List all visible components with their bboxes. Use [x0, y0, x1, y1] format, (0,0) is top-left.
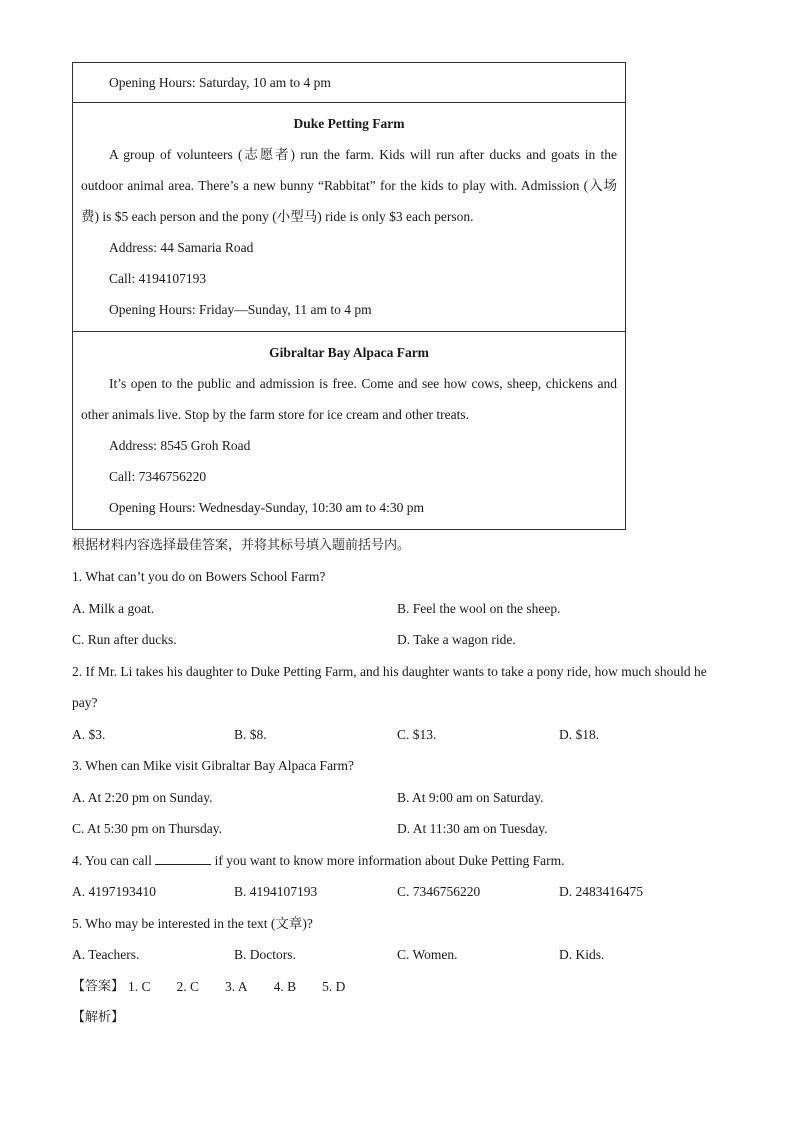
gibraltar-farm-title: Gibraltar Bay Alpaca Farm — [269, 345, 429, 360]
question-text: 2. If Mr. Li takes his daughter to Duke Petting Farm, and his daughter wants to take a pony ride, how much should he pay? — [72, 663, 707, 710]
answer-item: 2. C — [176, 978, 200, 994]
duke-farm-cell — [73, 102, 625, 331]
option-c: C. Run after ducks. — [72, 632, 177, 647]
option-a: A. $3. — [72, 726, 106, 742]
option-d: D. Kids. — [559, 947, 605, 962]
option-b: B. Feel the wool on the sheep. — [397, 600, 561, 616]
gibraltar-farm-phone: Call: 7346756220 — [109, 469, 207, 484]
answer-blank — [155, 852, 211, 865]
duke-farm-title: Duke Petting Farm — [293, 116, 405, 131]
gibraltar-farm-cell — [73, 331, 625, 529]
question-5 — [72, 908, 732, 971]
bowers-farm-cell — [73, 63, 625, 102]
duke-farm-phone: Call: 4194107193 — [109, 271, 207, 286]
document-page — [72, 62, 732, 1034]
option-d: D. 2483416475 — [559, 884, 643, 899]
question-text: 5. Who may be interested in the text (文章)? — [72, 915, 313, 931]
option-a: A. Milk a goat. — [72, 600, 155, 616]
option-c: C. 7346756220 — [397, 884, 481, 899]
option-a: A. At 2:20 pm on Sunday. — [72, 789, 213, 805]
option-c: C. $13. — [397, 726, 437, 742]
answer-item: 5. D — [322, 978, 346, 994]
question-options — [72, 593, 732, 656]
question-options — [72, 719, 732, 751]
answer-key — [72, 971, 732, 1003]
option-c: C. Women. — [397, 947, 458, 962]
duke-farm-description: A group of volunteers (志愿者) run the farm. Kids will run after ducks and goats in the outdoor animal area. There’s a new bunny “Rabbitat” for the kids to play with. Admission (入场费) is $5 each person and the pony (小型马) ride is only $3 each person. — [81, 147, 617, 224]
question-3 — [72, 750, 732, 845]
question-options — [72, 782, 732, 845]
analysis-tag: 【解析】 — [72, 1010, 125, 1025]
question-text: 1. What can’t you do on Bowers School Farm? — [72, 569, 326, 584]
answer-item: 1. C — [128, 978, 151, 994]
option-a: A. 4197193410 — [72, 884, 156, 899]
option-b: B. $8. — [234, 726, 267, 742]
answer-item: 3. A — [225, 978, 248, 994]
gibraltar-farm-address: Address: 8545 Groh Road — [109, 438, 251, 453]
answer-item: 4. B — [273, 978, 297, 994]
option-d: D. At 11:30 am on Tuesday. — [397, 821, 548, 836]
question-text-after: if you want to know more information about Duke Petting Farm. — [214, 852, 565, 868]
instruction-text: 根据材料内容选择最佳答案，并将其标号填入题前括号内。 — [72, 538, 411, 553]
gibraltar-farm-hours: Opening Hours: Wednesday-Sunday, 10:30 am to 4:30 pm — [109, 500, 425, 515]
option-b: B. 4194107193 — [234, 884, 318, 899]
question-text: 3. When can Mike visit Gibraltar Bay Alpaca Farm? — [72, 758, 355, 773]
option-b: B. Doctors. — [234, 947, 296, 962]
option-b: B. At 9:00 am on Saturday. — [397, 789, 544, 805]
option-d: D. $18. — [559, 726, 600, 742]
option-a: A. Teachers. — [72, 947, 140, 962]
farm-info-table — [72, 62, 626, 530]
option-c: C. At 5:30 pm on Thursday. — [72, 821, 223, 836]
duke-farm-hours: Opening Hours: Friday—Sunday, 11 am to 4 pm — [109, 302, 372, 317]
duke-farm-address: Address: 44 Samaria Road — [109, 240, 254, 255]
question-text-before: 4. You can call — [72, 852, 152, 868]
gibraltar-farm-description: It’s open to the public and admission is free. Come and see how cows, sheep, chickens and other animals live. Stop by the farm store for ice cream and other treats. — [81, 376, 617, 422]
question-text — [72, 845, 732, 877]
answer-tag: 【答案】 — [72, 978, 125, 994]
question-options — [72, 939, 732, 971]
question-options — [72, 876, 732, 908]
question-4 — [72, 845, 732, 908]
analysis-section — [72, 1002, 732, 1034]
option-d: D. Take a wagon ride. — [397, 632, 516, 647]
bowers-opening-hours: Opening Hours: Saturday, 10 am to 4 pm — [109, 75, 331, 90]
question-2 — [72, 656, 732, 751]
question-1 — [72, 561, 732, 656]
